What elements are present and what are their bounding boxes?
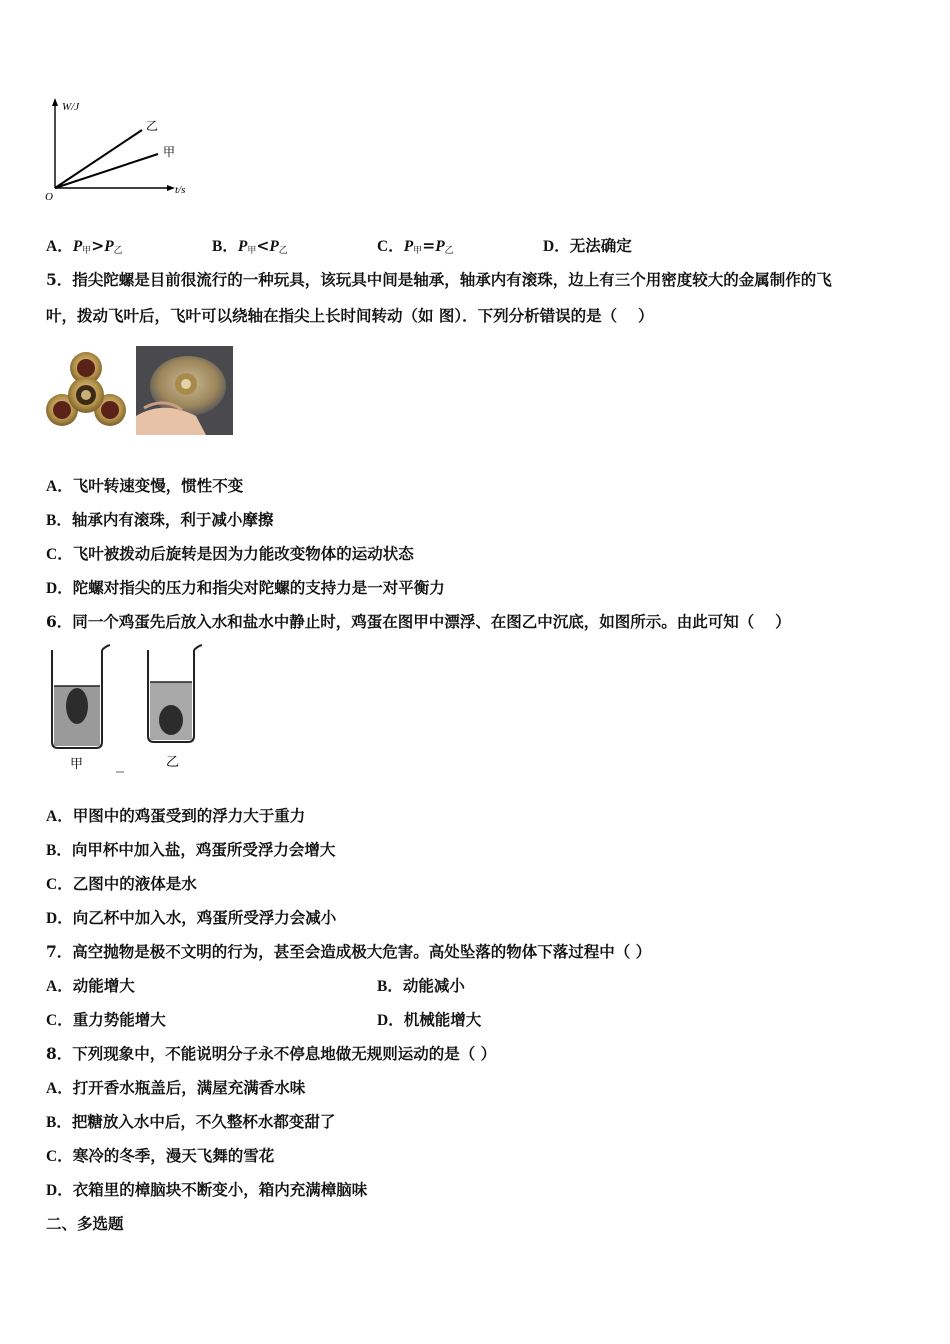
q7-option-d: D．机械能增大 bbox=[377, 1010, 482, 1029]
beakers-figure bbox=[44, 642, 209, 777]
line-jia-label: 甲 bbox=[163, 145, 176, 159]
q4-option-d: D．无法确定 bbox=[543, 236, 632, 255]
q4-option-c: C．$P_甲=P_乙$ bbox=[377, 236, 454, 256]
q6-option-c: C．乙图中的液体是水 bbox=[46, 874, 197, 893]
x-axis-label: t/s bbox=[175, 184, 186, 196]
q6-option-d: D．向乙杯中加入水，鸡蛋所受浮力会减小 bbox=[46, 908, 337, 927]
q7-option-c: C．重力势能增大 bbox=[46, 1010, 166, 1029]
q5-option-d: D．陀螺对指尖的压力和指尖对陀螺的支持力是一对平衡力 bbox=[46, 578, 445, 597]
beaker-label-yi: 乙 bbox=[166, 754, 180, 769]
line-yi-label: 乙 bbox=[146, 119, 159, 133]
q6-option-a: A．甲图中的鸡蛋受到的浮力大于重力 bbox=[46, 806, 306, 825]
q6-stem: 6．同一个鸡蛋先后放入水和盐水中静止时，鸡蛋在图甲中漂浮、在图乙中沉底，如图所示。由此可知（ ） bbox=[46, 612, 791, 631]
q8-option-c: C．寒冷的冬季，漫天飞舞的雪花 bbox=[46, 1146, 275, 1165]
q5-option-b: B．轴承内有滚珠，利于减小摩擦 bbox=[46, 510, 274, 529]
q8-option-d: D．衣箱里的樟脑块不断变小，箱内充满樟脑味 bbox=[46, 1180, 368, 1199]
q4-option-a: A．$P_甲>P_乙$ bbox=[46, 236, 123, 256]
spinning-on-finger-image bbox=[136, 346, 233, 435]
section-2-title: 二、多选题 bbox=[46, 1214, 124, 1233]
y-axis-arrow bbox=[52, 98, 58, 106]
q5-option-a: A．飞叶转速变慢，惯性不变 bbox=[46, 476, 244, 495]
y-axis-label: W/J bbox=[62, 101, 80, 113]
q8-stem: 8．下列现象中，不能说明分子永不停息地做无规则运动的是（ ） bbox=[46, 1044, 497, 1063]
q5-option-c: C．飞叶被拨动后旋转是因为力能改变物体的运动状态 bbox=[46, 544, 414, 563]
q7-option-b: B．动能减小 bbox=[377, 976, 465, 995]
work-time-graph bbox=[40, 96, 200, 206]
origin-label: O bbox=[45, 191, 53, 203]
line-yi bbox=[55, 130, 142, 188]
q8-option-b: B．把糖放入水中后，不久整杯水都变甜了 bbox=[46, 1112, 336, 1131]
q5-stem-line1: 5．指尖陀螺是目前很流行的一种玩具，该玩具中间是轴承，轴承内有滚珠，边上有三个用密度较大的金属制作的飞 bbox=[46, 270, 832, 289]
line-jia bbox=[55, 154, 158, 188]
q4-option-b: B．$P_甲<P_乙$ bbox=[212, 236, 288, 256]
q7-option-a: A．动能增大 bbox=[46, 976, 135, 995]
fidget-spinner-image bbox=[44, 350, 129, 435]
q7-stem: 7．高空抛物是极不文明的行为，甚至会造成极大危害。高处坠落的物体下落过程中（ ） bbox=[46, 942, 652, 961]
beaker-label-jia: 甲 bbox=[70, 756, 84, 771]
q6-option-b: B．向甲杯中加入盐，鸡蛋所受浮力会增大 bbox=[46, 840, 336, 859]
x-axis-arrow bbox=[167, 185, 175, 191]
q8-option-a: A．打开香水瓶盖后，满屋充满香水味 bbox=[46, 1078, 306, 1097]
q5-stem-line2: 叶，拨动飞叶后，飞叶可以绕轴在指尖上长时间转动（如 图）．下列分析错误的是（ ） bbox=[46, 306, 654, 325]
